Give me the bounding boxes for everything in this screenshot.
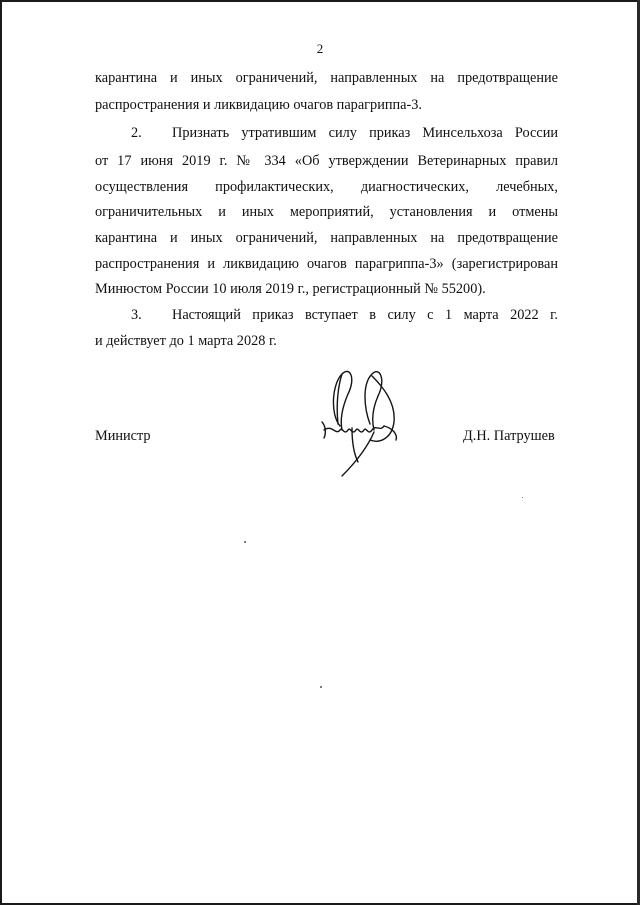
scan-speck [522, 497, 523, 498]
text-line-4: от 17 июня 2019 г. № 334 «Об утверждении Ветеринарных правил [95, 153, 558, 169]
text-line-2: распространения и ликвидацию очагов парагриппа-3. [95, 97, 422, 113]
paragraph-2-text: Признать утратившим силу приказ Минсельхоза России [172, 125, 558, 141]
signatory-name: Д.Н. Патрушев [463, 428, 555, 444]
page-number: 2 [316, 41, 324, 56]
paragraph-2-number: 2. [131, 125, 142, 141]
text-line-11: и действует до 1 марта 2028 г. [95, 333, 277, 349]
text-line-8: распространения и ликвидацию очагов парагриппа-3» (зарегистрирован [95, 256, 558, 272]
scan-speck [320, 686, 322, 688]
text-line-6: ограничительных и иных мероприятий, установления и отмены [95, 204, 558, 220]
scan-speck [244, 541, 246, 543]
paragraph-3-number: 3. [131, 307, 142, 323]
text-line-7: карантина и иных ограничений, направленных на предотвращение [95, 230, 558, 246]
paragraph-3-text: Настоящий приказ вступает в силу с 1 марта 2022 г. [172, 307, 558, 323]
text-line-9: Минюстом России 10 июля 2019 г., регистрационный № 55200). [95, 281, 486, 297]
text-line-5: осуществления профилактических, диагностических, лечебных, [95, 179, 558, 195]
handwritten-signature [312, 364, 408, 482]
signatory-title: Министр [95, 428, 151, 444]
text-line-1: карантина и иных ограничений, направленных на предотвращение [95, 70, 558, 86]
